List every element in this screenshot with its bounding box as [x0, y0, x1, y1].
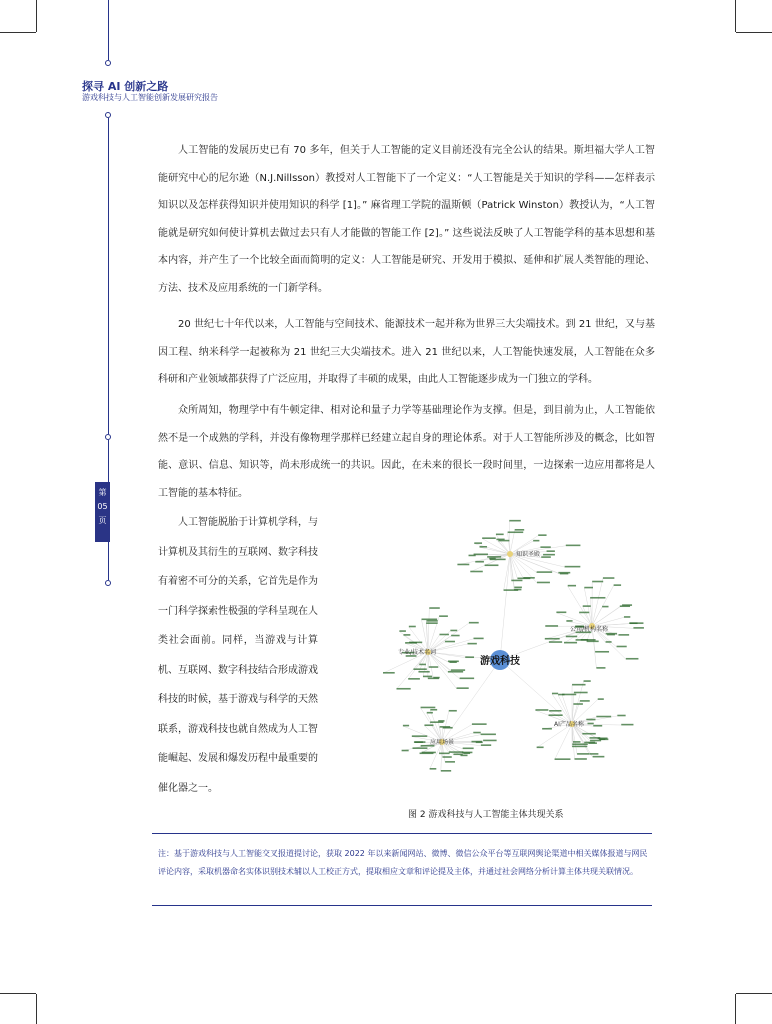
page-suffix: 页: [98, 516, 107, 525]
network-node-label-mark: [555, 758, 571, 760]
network-node-label-mark: [412, 735, 427, 737]
network-node-label-mark: [598, 698, 604, 700]
network-node-label-mark: [538, 534, 546, 536]
network-node-label-mark: [606, 641, 612, 643]
network-node-label-mark: [421, 707, 436, 709]
network-node-label-mark: [566, 545, 581, 547]
hub-label: 专业/技术名词: [398, 649, 437, 656]
network-node-label-mark: [582, 733, 595, 735]
network-node-label-mark: [545, 625, 558, 627]
network-node-label-mark: [405, 642, 417, 644]
network-node-label-mark: [451, 669, 465, 671]
crop-mark: [735, 0, 736, 32]
network-edge: [428, 608, 429, 652]
network-node-label-mark: [403, 634, 410, 636]
network-node-label-mark: [511, 580, 522, 582]
footnote: 注：基于游戏科技与人工智能交叉报道提讨论，获取 2022 年以来新闻网站、微博、微信公众平台等互联网舆论渠道中相关媒体报道与网民评论内容，采取机器命名实体识别技术辅以人工校正方式，提取相应文章和评论提及主体，并通过社会网络分析计算主体共现关联情况。: [158, 849, 648, 876]
network-node-label-mark: [474, 554, 488, 556]
network-node-label-mark: [423, 676, 432, 678]
hub-label: AI产品名称: [554, 721, 584, 728]
network-node-label-mark: [589, 753, 598, 755]
network-node-label-mark: [443, 756, 452, 758]
network-node-label-mark: [487, 556, 501, 558]
network-node-label-mark: [451, 635, 459, 637]
network-node-label-mark: [542, 728, 552, 730]
network-node-label-mark: [535, 709, 548, 711]
crop-mark: [36, 994, 37, 1024]
network-node-label-mark: [450, 630, 457, 632]
network-node-label-mark: [468, 643, 477, 645]
network-node-label-mark: [426, 622, 438, 624]
side-rail-line: [108, 0, 109, 60]
figure-caption: 图 2 游戏科技与人工智能主体共现关系: [408, 810, 564, 820]
network-node-label-mark: [509, 520, 521, 522]
page-prefix: 第: [98, 488, 107, 497]
network-node-label-mark: [574, 692, 588, 694]
network-node-label-mark: [614, 584, 621, 586]
network-node-label-mark: [558, 694, 564, 696]
network-edge: [500, 660, 572, 724]
network-node-label-mark: [439, 634, 448, 636]
network-node-label-mark: [399, 630, 406, 632]
network-node-label-mark: [461, 755, 468, 757]
network-node-label-mark: [481, 744, 491, 746]
network-node-label-mark: [537, 746, 544, 748]
network-node-label-mark: [564, 642, 577, 644]
rail-dot: [105, 60, 111, 66]
network-node-label-mark: [515, 529, 525, 531]
network-node-label-mark: [575, 758, 587, 760]
network-node-label-mark: [496, 539, 504, 541]
hub-label: 知识圣殿: [516, 551, 541, 558]
network-edge: [555, 724, 572, 760]
network-node-label-mark: [514, 587, 522, 589]
hub-label: 应用场景: [430, 739, 455, 746]
network-node-label-mark: [583, 605, 591, 607]
network-node-label-mark: [573, 703, 582, 705]
network-node-label-mark: [617, 646, 627, 648]
network-node-label-mark: [439, 615, 448, 617]
network-node-label-mark: [593, 725, 602, 727]
network-node-label-mark: [533, 540, 539, 542]
side-rail-line: [108, 440, 109, 482]
network-node-label-mark: [603, 577, 614, 579]
network-node-label-mark: [449, 710, 457, 712]
network-node-label-mark: [584, 587, 593, 589]
network-node-label-mark: [445, 641, 455, 643]
page-number-box: [95, 482, 110, 542]
network-node-label-mark: [408, 678, 420, 680]
network-node-label-mark: [592, 581, 603, 583]
network-node-label-mark: [537, 582, 550, 584]
network-node-label-mark: [602, 606, 608, 608]
network-node-label-mark: [481, 734, 496, 736]
network-node-label-mark: [566, 636, 577, 638]
network-node-label-mark: [422, 618, 438, 620]
network-edge: [510, 530, 515, 554]
network-node-label-mark: [383, 672, 395, 674]
co-occurrence-network: [330, 476, 660, 806]
network-node-label-mark: [418, 671, 429, 673]
note-divider: [152, 905, 652, 906]
network-node-label-mark: [595, 651, 609, 653]
network-node-label-mark: [490, 559, 506, 561]
network-node-label-mark: [560, 573, 568, 575]
network-node-label-mark: [463, 752, 470, 754]
network-node-label-mark: [460, 678, 475, 680]
network-node-label-mark: [576, 639, 589, 641]
network-node-label-mark: [589, 737, 600, 739]
network-node-label-mark: [469, 622, 479, 624]
network-node-label-mark: [457, 687, 469, 689]
network-edge: [572, 681, 584, 724]
network-node-label-mark: [474, 542, 482, 544]
header-subtitle: 游戏科技与人工智能创新发展研究报告: [82, 93, 218, 102]
network-node-label-mark: [465, 656, 474, 658]
network-node-label-mark: [438, 720, 444, 722]
network-node-label-mark: [402, 750, 409, 752]
network-edge: [474, 544, 510, 554]
network-node-label-mark: [579, 612, 589, 614]
network-node-label-mark: [426, 620, 437, 622]
network-edges: [383, 521, 633, 771]
network-node-label-mark: [565, 566, 581, 568]
network-node-label-mark: [409, 626, 416, 628]
network-node-label-mark: [403, 725, 409, 727]
network-node-label-mark: [517, 578, 530, 580]
network-node-label-mark: [587, 641, 599, 643]
network-node-label-mark: [541, 556, 551, 558]
network-node-label-mark: [483, 740, 497, 742]
network-node-label-mark: [449, 661, 456, 663]
network-node-label-mark: [630, 622, 638, 624]
hub-label: 公司/机构名称: [570, 626, 609, 633]
network-node-label-mark: [590, 597, 605, 599]
network-node-label-mark: [587, 723, 593, 725]
crop-mark: [736, 993, 772, 994]
network-node-label-mark: [473, 732, 480, 734]
network-node-label-mark: [480, 546, 488, 548]
network-node-label-mark: [547, 550, 555, 552]
side-rail-line: [108, 118, 109, 434]
network-node-label-mark: [590, 740, 601, 742]
network-node-label-mark: [475, 561, 484, 563]
crop-mark: [36, 0, 37, 32]
rail-dot: [105, 580, 111, 586]
network-node-label-mark: [476, 741, 483, 743]
network-node-label-mark: [482, 537, 496, 539]
network-node-label-mark: [586, 719, 595, 721]
center-label: 游戏科技: [480, 656, 520, 667]
paragraph: 20 世纪七十年代以来，人工智能与空间技术、能源技术一起并称为世界三大尖端技术。到 21 世纪，又与基因工程、纳米科学一起被称为 21 世纪三大尖端技术。进入 21 世纪以来，人工智能快速发展，人工智能在众多科研和产业领域都获得了广泛应用，并取得了丰硕的成果，由此人工智能逐步成为一门独立的学科。: [158, 319, 655, 385]
network-node-label-mark: [580, 700, 590, 702]
network-edge: [500, 554, 510, 660]
side-rail-line: [108, 542, 109, 580]
network-edge: [510, 554, 514, 590]
network-edge: [592, 586, 614, 626]
network-node-label-mark: [537, 571, 553, 573]
network-node-label-mark: [414, 741, 425, 743]
network-node-label-mark: [596, 716, 611, 718]
running-header: [82, 80, 218, 103]
network-node-label-mark: [430, 709, 437, 711]
network-node-label-mark: [443, 727, 453, 729]
network-node-label-mark: [427, 712, 433, 714]
network-node-label-mark: [448, 671, 463, 673]
crop-mark: [0, 32, 36, 33]
hub-node: [507, 551, 513, 557]
network-node-label-mark: [504, 589, 519, 591]
network-node-label-mark: [397, 688, 411, 690]
network-node-label-mark: [584, 680, 591, 682]
network-node-label-mark: [449, 751, 463, 753]
network-node-label-mark: [556, 611, 566, 613]
network-node-label-mark: [577, 753, 589, 755]
network-node-label-mark: [430, 768, 437, 770]
network-node-label-mark: [549, 710, 561, 712]
network-node-label-mark: [573, 741, 580, 743]
network-node-label-mark: [549, 714, 563, 716]
network-node-label-mark: [457, 564, 469, 566]
network-node-label-mark: [572, 743, 587, 745]
network-edge: [480, 547, 510, 554]
network-node-label-mark: [622, 604, 632, 606]
network-node-label-mark: [540, 546, 550, 548]
network-node-label-mark: [543, 554, 555, 556]
crop-mark: [736, 32, 772, 33]
network-edge: [592, 578, 603, 626]
network-node-label-mark: [607, 634, 615, 636]
network-node-label-mark: [420, 752, 434, 754]
network-node-label-mark: [572, 684, 585, 686]
network-edge: [397, 652, 428, 689]
network-node-label-mark: [552, 693, 558, 695]
network-node-label-mark: [439, 753, 450, 755]
network-node-label-mark: [424, 724, 433, 726]
network-node-label-mark: [593, 756, 605, 758]
network-node-label-mark: [470, 571, 482, 573]
network-node-label-mark: [633, 627, 644, 629]
network-node-label-mark: [584, 742, 595, 744]
network-node-label-mark: [419, 664, 426, 666]
network-node-label-mark: [463, 748, 474, 750]
crop-mark: [0, 993, 36, 994]
network-node-label-mark: [474, 638, 484, 640]
network-node-label-mark: [413, 747, 428, 749]
network-node-label-mark: [566, 620, 572, 622]
network-node-label-mark: [496, 534, 504, 536]
network-node-label-mark: [596, 667, 605, 669]
network-node-label-mark: [429, 666, 439, 668]
network-node-label-mark: [626, 658, 639, 660]
paragraph: 众所周知，物理学中有牛顿定律、相对论和量子力学等基础理论作为支撑。但是，到目前为止，人工智能依然不是一个成熟的学科，并没有像物理学那样已经建立起自身的理论体系。对于人工智能所涉及的概念，比如智能、意识、信息、知识等，尚未形成统一的共识。因此，在未来的很长一段时间里，一边探索一边应用都将是人工智能的基本特征。: [158, 405, 655, 499]
network-node-label-mark: [617, 715, 625, 717]
network-node-label-mark: [624, 616, 630, 618]
crop-mark: [735, 994, 736, 1024]
network-node-label-mark: [618, 634, 629, 636]
paragraph: 人工智能的发展历史已有 70 多年，但关于人工智能的定义目前还没有完全公认的结果。斯坦福大学人工智能研究中心的尼尔逊（N.J.Nillsson）教授对人工智能下了一个定义：“人工智能是关于知识的学科——怎样表示知识以及怎样获得知识并使用知识的科学 [1]。” 麻省理工学院的温斯顿（Patrick Winston）教授认为，“人工智能就是研究如何使计算机去做过去只有人才能做的智能工作 [2]。” 这些说法反映了人工智能学科的基本思想和基本内容，并产生了一个比较全面而简明的定义：人工智能是研究、开发用于模拟、延伸和扩展人类智能的理论、方法、技术及应用系统的一门新学科。: [158, 145, 655, 294]
network-node-label-mark: [621, 724, 633, 726]
note-divider: [152, 833, 652, 834]
page-number: 05: [97, 502, 108, 511]
header-title: 探寻 AI 创新之路: [82, 80, 169, 93]
network-node-label-mark: [429, 607, 439, 609]
network-node-label-mark: [433, 677, 439, 679]
network-node-label-mark: [413, 668, 426, 670]
network-node-label-mark: [549, 641, 562, 643]
network-node-label-mark: [568, 585, 576, 587]
network-node-label-mark: [485, 564, 499, 566]
network-node-label-mark: [441, 770, 451, 772]
paragraph: 人工智能脱胎于计算机学科，与计算机及其衍生的互联网、数字科技有着密不可分的关系，它首先是作为一门科学探索性极强的学科呈现在人类社会面前。同样，当游戏与计算机、互联网、数字科技结合形成游戏科技的时候，基于游戏与科学的天然联系，游戏科技也就自然成为人工智能崛起、发展和爆发历程中最重要的催化器之一。: [158, 517, 318, 794]
network-node-label-mark: [508, 531, 524, 533]
network-node-label-mark: [572, 746, 587, 748]
network-edge: [592, 605, 622, 626]
network-node-label-mark: [545, 638, 560, 640]
network-node-label-mark: [472, 723, 487, 725]
network-node-label-mark: [445, 761, 455, 763]
